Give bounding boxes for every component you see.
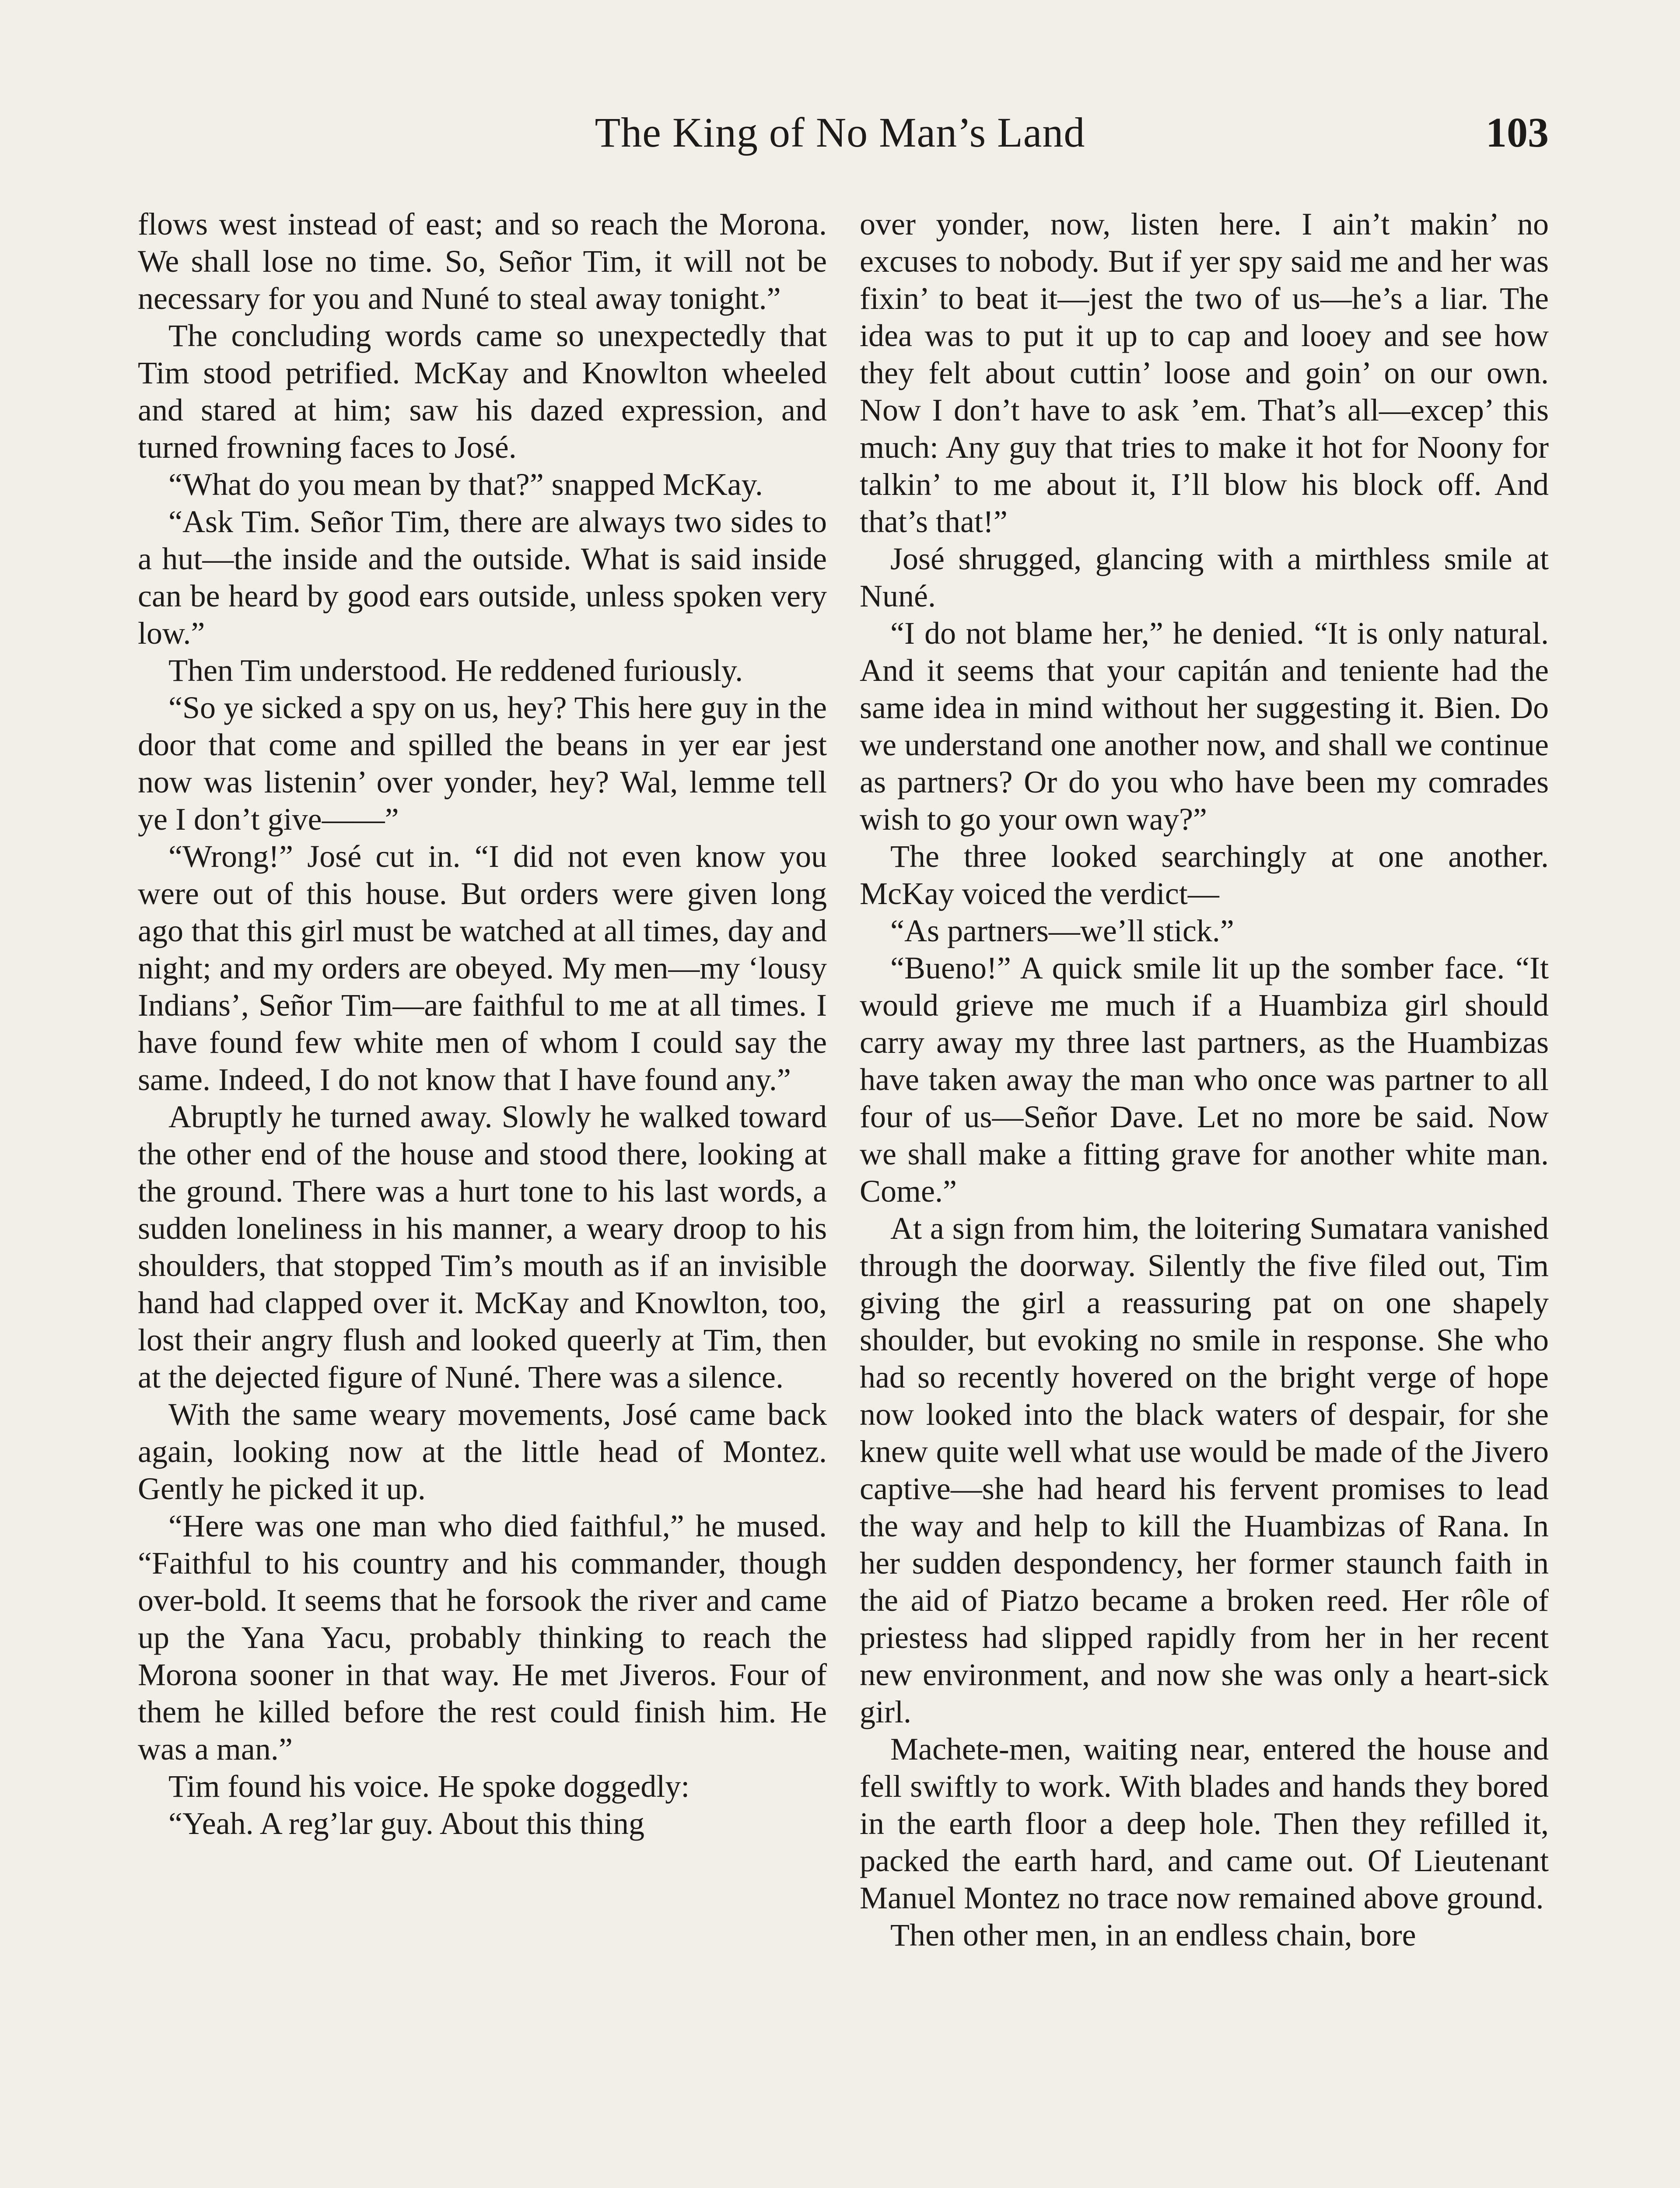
paragraph: “Wrong!” José cut in. “I did not even know you were out of this house. But orders were given long ago that this girl must be watched at all times, day and night; and my orders are obeyed. My men—my ‘lousy Indians’, Señor Tim—are faithful to me at all times. I have found few white men of whom I could say the same. Indeed, I do not know that I have found any.” xyxy=(138,839,827,1097)
paragraph: Then Tim understood. He reddened furiously. xyxy=(168,653,743,688)
paragraph: With the same weary movements, José came back again, looking now at the little head of Montez. Gently he picked it up. xyxy=(138,1397,827,1506)
paragraph: José shrugged, glancing with a mirthless smile at Nuné. xyxy=(860,541,1549,614)
paragraph: “As partners—we’ll stick.” xyxy=(890,913,1234,948)
right-column xyxy=(860,206,1549,1954)
paragraph: “I do not blame her,” he denied. “It is only natural. And it seems that your capitán and teniente had the same idea in mind without her suggesting it. Bien. Do we understand one another now, and shall we continue as partners? Or do you who have been my comrades wish to go your own way?” xyxy=(860,616,1549,837)
paragraph: At a sign from him, the loitering Sumatara vanished through the doorway. Silently the five filed out, Tim giving the girl a reassuring pat on one shapely shoulder, but evoking no smile in response. She who had so recently hovered on the bright verge of hope now looked into the black waters of despair, for she knew quite well what use would be made of the Jivero captive—she had heard his fervent promises to lead the way and help to kill the Huambizas of Rana. In her sudden despondency, her former staunch faith in the aid of Piatzo became a broken reed. Her rôle of priestess had slipped rapidly from her in her recent new environment, and now she was only a heart-sick girl. xyxy=(860,1211,1549,1729)
paragraph: Abruptly he turned away. Slowly he walked toward the other end of the house and stood there, looking at the ground. There was a hurt tone to his last words, a sudden loneliness in his manner, a weary droop to his shoulders, that stopped Tim’s mouth as if an invisible hand had clapped over it. McKay and Knowlton, too, lost their angry flush and looked queerly at Tim, then at the dejected figure of Nuné. There was a silence. xyxy=(138,1099,827,1395)
paragraph: “What do you mean by that?” snapped McKay. xyxy=(168,467,763,502)
paragraph: “Ask Tim. Señor Tim, there are always two sides to a hut—the inside and the outside. What is said inside can be heard by good ears outside, unless spoken very low.” xyxy=(138,504,827,651)
paragraph: “So ye sicked a spy on us, hey? This here guy in the door that come and spilled the beans in yer ear jest now was listenin’ over yonder, hey? Wal, lemme tell ye I don’t give——” xyxy=(138,690,827,837)
paragraph: “Yeah. A reg’lar guy. About this thing xyxy=(168,1806,644,1841)
running-title: The King of No Man’s Land xyxy=(595,109,1085,156)
paragraph: Then other men, in an endless chain, bore xyxy=(890,1918,1416,1953)
paragraph: Machete-men, waiting near, entered the house and fell swiftly to work. With blades and hands they bored in the earth floor a deep hole. Then they refilled it, packed the earth hard, and came out. Of Lieutenant Manuel Montez no trace now remained above ground. xyxy=(860,1732,1549,1915)
paragraph: over yonder, now, listen here. I ain’t makin’ no excuses to nobody. But if yer spy said me and her was fixin’ to beat it—jest the two of us—he’s a liar. The idea was to put it up to cap and looey and see how they felt about cuttin’ loose and goin’ on our own. Now I don’t have to ask ’em. That’s all—excep’ this much: Any guy that tries to make it hot for Noony for talkin’ to me about it, I’ll blow his block off. And that’s that!” xyxy=(860,207,1549,539)
page-number: 103 xyxy=(1486,109,1549,156)
paragraph: “Here was one man who died faithful,” he mused. “Faithful to his country and his commander, though over-bold. It seems that he forsook the river and came up the Yana Yacu, probably thinking to reach the Morona sooner in that way. He met Jiveros. Four of them he killed before the rest could finish him. He was a man.” xyxy=(138,1508,827,1767)
paragraph: The three looked searchingly at one another. McKay voiced the verdict— xyxy=(860,839,1549,911)
running-head xyxy=(131,100,1549,165)
left-column xyxy=(138,206,827,1842)
paragraph: The concluding words came so unexpectedly that Tim stood petrified. McKay and Knowlton wheeled and stared at him; saw his dazed expression, and turned frowning faces to José. xyxy=(138,318,827,465)
paragraph: Tim found his voice. He spoke doggedly: xyxy=(168,1769,690,1804)
paragraph: flows west instead of east; and so reach the Morona. We shall lose no time. So, Señor Tim, it will not be necessary for you and Nuné to steal away tonight.” xyxy=(138,207,827,316)
paragraph: “Bueno!” A quick smile lit up the somber face. “It would grieve me much if a Huambiza girl should carry away my three last partners, as the Huambizas have taken away the man who once was partner to all four of us—Señor Dave. Let no more be said. Now we shall make a fitting grave for another white man. Come.” xyxy=(860,950,1549,1209)
